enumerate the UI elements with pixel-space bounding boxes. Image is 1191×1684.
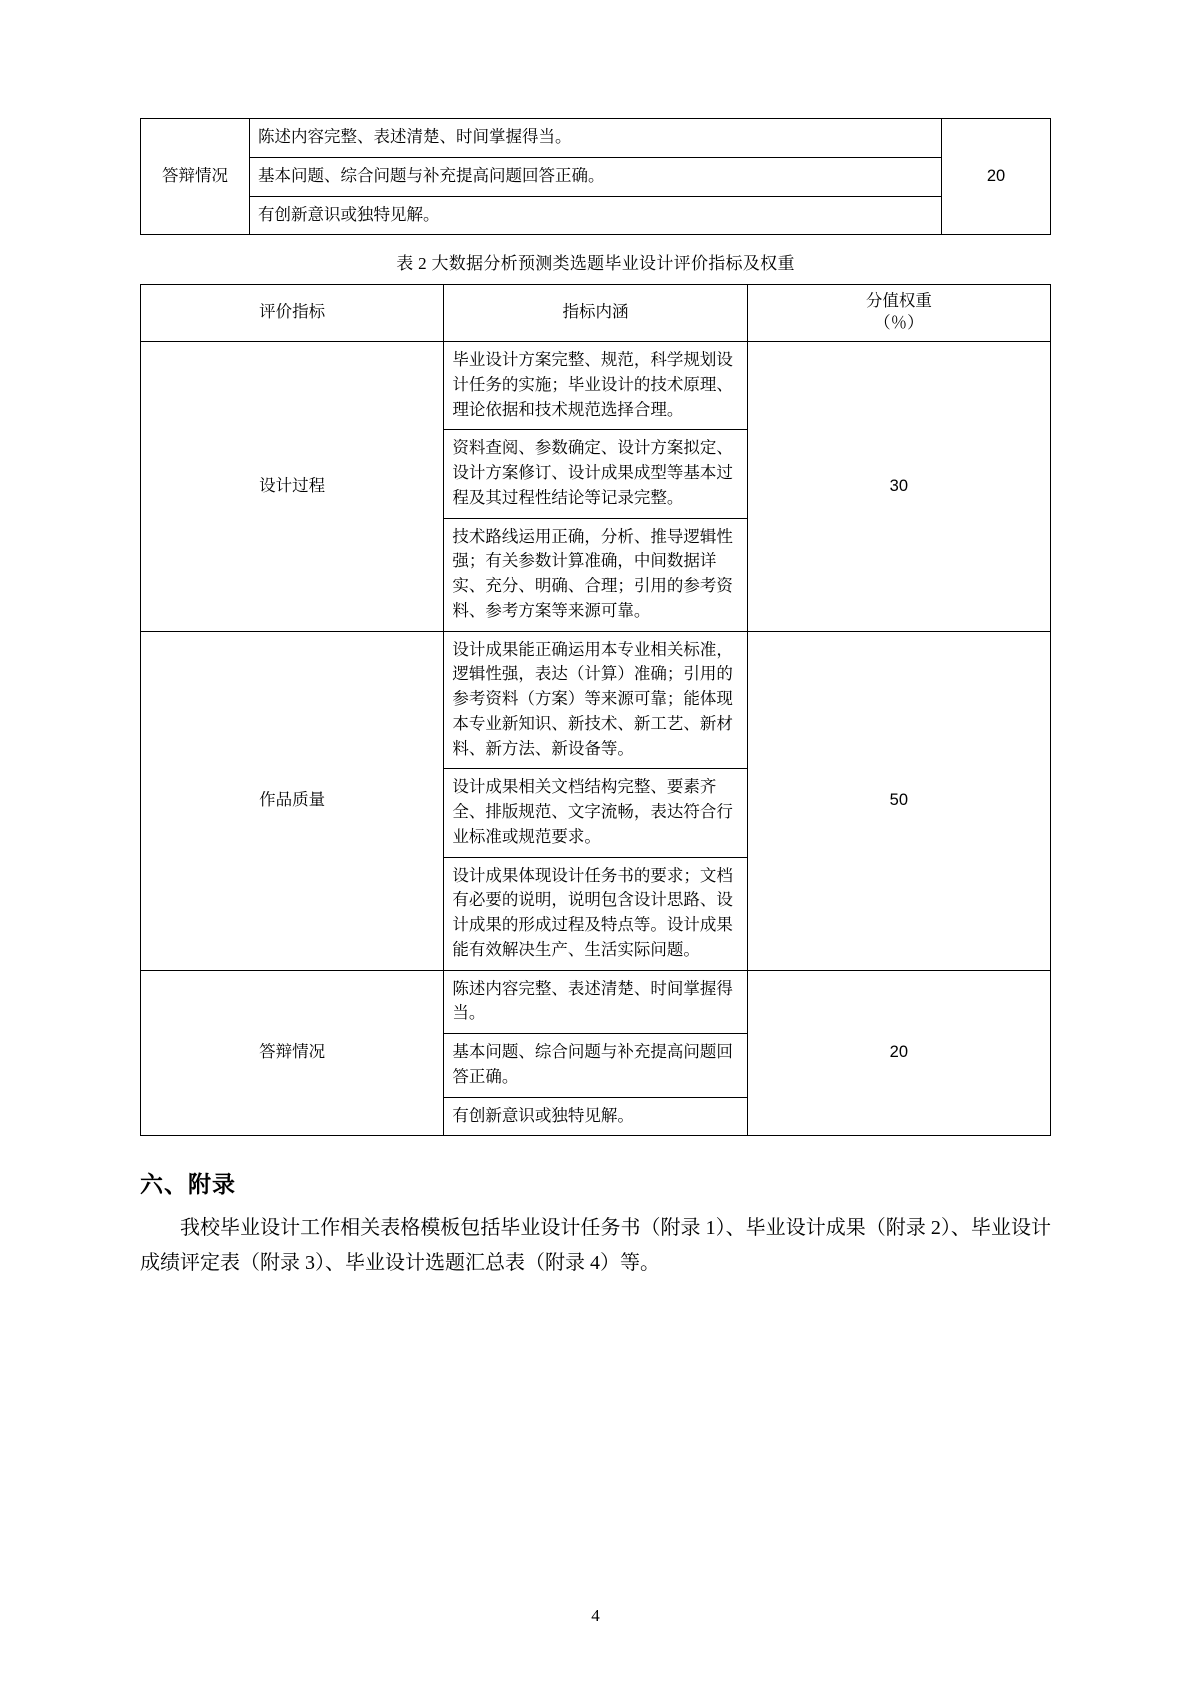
table-row bbox=[141, 119, 1051, 158]
indicator-content: 资料查阅、参数确定、设计方案拟定、设计方案修订、设计成果成型等基本过程及其过程性结论等记录完整。 bbox=[444, 430, 747, 518]
indicator-label: 答辩情况 bbox=[141, 970, 444, 1136]
indicator-label: 答辩情况 bbox=[141, 119, 250, 235]
indicator-content: 有创新意识或独特见解。 bbox=[444, 1097, 747, 1136]
table-row bbox=[141, 342, 1051, 430]
indicator-content: 设计成果能正确运用本专业相关标准，逻辑性强，表达（计算）准确；引用的参考资料（方案）等来源可靠；能体现本专业新知识、新技术、新工艺、新材料、新方法、新设备等。 bbox=[444, 631, 747, 769]
header-indicator: 评价指标 bbox=[141, 285, 444, 342]
indicator-content: 有创新意识或独特见解。 bbox=[250, 196, 942, 235]
table2-caption: 表 2 大数据分析预测类选题毕业设计评价指标及权重 bbox=[396, 254, 795, 274]
weight-value: 50 bbox=[747, 631, 1050, 970]
indicator-content: 技术路线运用正确，分析、推导逻辑性强；有关参数计算准确，中间数据详实、充分、明确、合理；引用的参考资料、参考方案等来源可靠。 bbox=[444, 518, 747, 631]
page-number: 4 bbox=[591, 1606, 600, 1625]
weight-value: 20 bbox=[747, 970, 1050, 1136]
indicator-content: 基本问题、综合问题与补充提高问题回答正确。 bbox=[444, 1034, 747, 1098]
weight-value: 30 bbox=[747, 342, 1050, 632]
table-header-row bbox=[141, 285, 1051, 342]
table-row bbox=[141, 157, 1051, 196]
table-row bbox=[141, 970, 1051, 1034]
indicator-label: 设计过程 bbox=[141, 342, 444, 632]
header-connotation: 指标内涵 bbox=[444, 285, 747, 342]
indicator-content: 设计成果体现设计任务书的要求；文档有必要的说明，说明包含设计思路、设计成果的形成过程及特点等。设计成果能有效解决生产、生活实际问题。 bbox=[444, 857, 747, 970]
table-continued bbox=[140, 118, 1051, 235]
indicator-content: 设计成果相关文档结构完整、要素齐全、排版规范、文字流畅，表达符合行业标准或规范要求。 bbox=[444, 769, 747, 857]
indicator-label: 作品质量 bbox=[141, 631, 444, 970]
indicator-content: 基本问题、综合问题与补充提高问题回答正确。 bbox=[250, 157, 942, 196]
indicator-content: 陈述内容完整、表述清楚、时间掌握得当。 bbox=[444, 970, 747, 1034]
indicator-content: 陈述内容完整、表述清楚、时间掌握得当。 bbox=[250, 119, 942, 158]
table-row bbox=[141, 196, 1051, 235]
weight-value: 20 bbox=[942, 119, 1051, 235]
header-weight-line1: 分值权重 bbox=[865, 292, 932, 311]
table2 bbox=[140, 284, 1051, 1136]
section-paragraph-appendix: 我校毕业设计工作相关表格模板包括毕业设计任务书（附录 1）、毕业设计成果（附录 2）、毕业设计成绩评定表（附录 3）、毕业设计选题汇总表（附录 4）等。 bbox=[140, 1217, 1051, 1275]
indicator-content: 毕业设计方案完整、规范，科学规划设计任务的实施；毕业设计的技术原理、理论依据和技术规范选择合理。 bbox=[444, 342, 747, 430]
header-weight-line2: （％） bbox=[874, 313, 924, 332]
header-weight bbox=[747, 285, 1050, 342]
section-heading-appendix: 六、附录 bbox=[140, 1171, 236, 1198]
table-row bbox=[141, 631, 1051, 769]
